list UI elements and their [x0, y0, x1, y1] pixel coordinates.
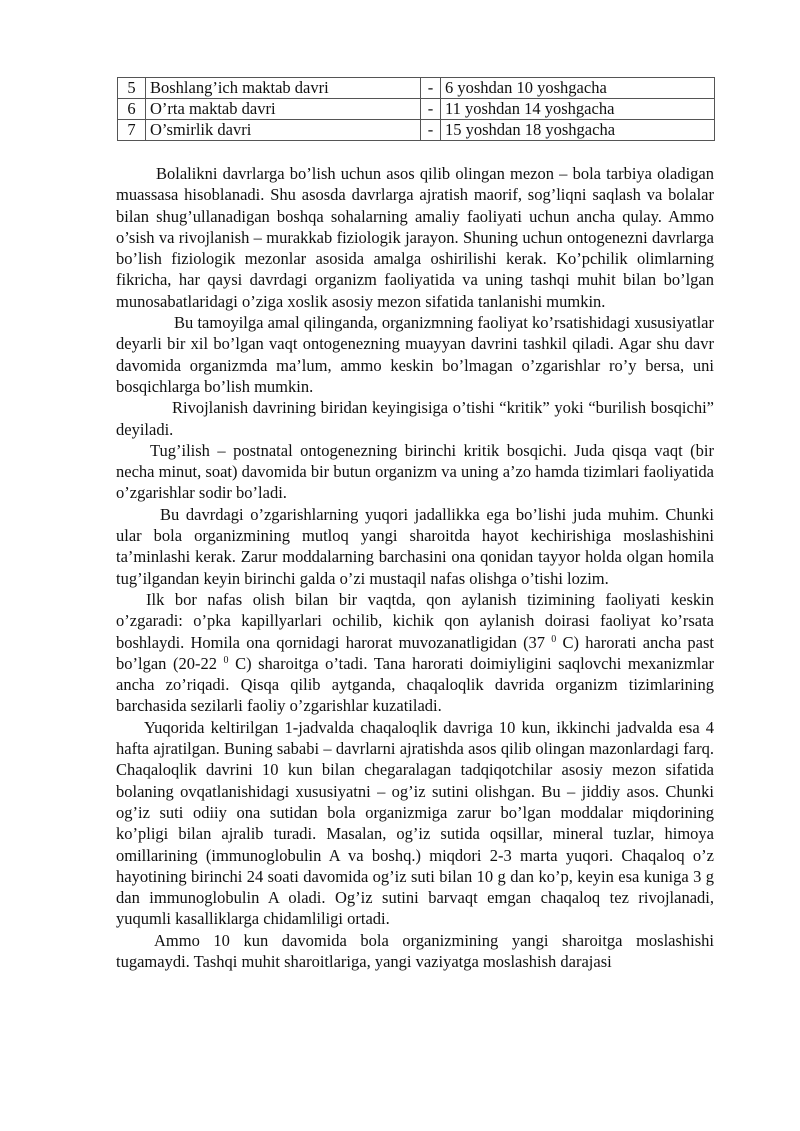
- row-number: 7: [118, 120, 146, 141]
- age-range: 15 yoshdan 18 yoshgacha: [441, 120, 715, 141]
- paragraph-6-part-c: C) sharoitga o’tadi. Tana harorati doimiyligini saqlovchi mexanizmlar ancha zo’riqadi. Qisqa qilib aytganda, chaqaloqlik davrida organizm tizimlarining barchasida sezilarli faoliy o’zgarishlar kuzatiladi.: [116, 653, 715, 716]
- body-text: [116, 163, 714, 972]
- paragraph-4: Tug’ilish – postnatal ontogenezning birinchi kritik bosqichi. Juda qisqa vaqt (bir necha minut, soat) davomida bir butun organizm va uning a’zo hamda tizimlari faoliyatida o’zgarishlar sodir bo’ladi.: [116, 440, 714, 503]
- period-name: Boshlang’ich maktab davri: [146, 78, 421, 99]
- dash-cell: -: [421, 99, 441, 120]
- paragraph-3: Rivojlanish davrining biridan keyingisiga o’tishi “kritik” yoki “burilish bosqichi” deyiladi.: [116, 398, 714, 439]
- paragraph-6-part-a: Ilk bor nafas olish bilan bir vaqtda, qon aylanish tizimining faoliyati keskin o’zgaradi: o’pka kapillyarlari ochilib, kichik qon aylanish doirasi faoliyat ko’rsata boshlaydi. Homila ona qornidagi harorat muvozanatligidan (37: [116, 589, 714, 652]
- age-range: 11 yoshdan 14 yoshgacha: [441, 99, 715, 120]
- age-periods-table: [117, 77, 715, 141]
- paragraph-8: Ammo 10 kun davomida bola organizmining yangi sharoitga moslashishi tugamaydi. Tashqi muhit sharoitlariga, yangi vaziyatga moslashish darajasi: [116, 930, 714, 971]
- table-row: [118, 120, 715, 141]
- row-number: 5: [118, 78, 146, 99]
- row-number: 6: [118, 99, 146, 120]
- paragraph-7: Yuqorida keltirilgan 1-jadvalda chaqaloqlik davriga 10 kun, ikkinchi jadvalda esa 4 hafta ajratilgan. Buning sababi – davrlarni ajratishda asos qilib olingan mazonlardagi farq. Chaqaloqlik davrini 10 kun bilan chegaralagan tadqiqotchilar asosiy mezon sifatida bolaning ovqatlanishidagi xususiyatni – og’iz sutini olishgan. Bu – jiddiy asos. Chunki og’iz suti odiiy ona sutidan bola organizmiga zarur bo’lgan moddalar miqdorining ko’pligi bilan ajralib turadi. Masalan, og’iz sutida oqsillar, mineral tuzlar, himoya omillarining (immunoglobulin A va boshq.) miqdori 2-3 marta yuqori. Chaqaloq o’z hayotining birinchi 24 soati davomida og’iz suti bilan 10 g dan ko’p, keyin esa kuniga 3 g dan immunoglobulin A oladi. Og’iz sutini barvaqt emgan chaqaloq tez rivojlanadi, yuqumli kasalliklarga chidamliligi ortadi.: [116, 717, 714, 929]
- period-name: O’smirlik davri: [146, 120, 421, 141]
- dash-cell: -: [421, 120, 441, 141]
- paragraph-1: Bolalikni davrlarga bo’lish uchun asos qilib olingan mezon – bola tarbiya oladigan muassasa hisoblanadi. Shu asosda davrlarga ajratish maorif, sog’liqni saqlash va bolalar bilan shug’ullanadigan boshqa sohalarning amaliy faoliyati uchun ancha qulay. Ammo o’sish va rivojlanish – murakkab fiziologik jarayon. Shuning uchun ontogenezni davrlarga bo’lish fiziologik mezonlar asosida amalga oshirilishi kerak. Ko’pchilik olimlarning fikricha, har qaysi davrdagi organizm faoliyatida va uning tashqi muhit bilan bo’lgan munosabatlaridagi o’ziga xoslik asosiy mezon sifatida tanlanishi mumkin.: [116, 164, 714, 311]
- degree-superscript: 0: [223, 654, 229, 666]
- period-name: O’rta maktab davri: [146, 99, 421, 120]
- degree-superscript: 0: [551, 633, 557, 645]
- table-row: [118, 78, 715, 99]
- paragraph-5: Bu davrdagi o’zgarishlarning yuqori jadallikka ega bo’lishi juda muhim. Chunki ular bola organizmining mutloq yangi sharoitda hayot kechirishiga moslashishini ta’minlashi kerak. Zarur moddalarning barchasini ona qonidan tayyor holda olgan homila tug’ilgandan keyin birinchi galda o’zi mustaqil nafas olishga o’tishi lozim.: [116, 504, 714, 588]
- paragraph-6-part-b: C) harorati ancha past bo’lgan (20-22: [116, 632, 714, 673]
- age-range: 6 yoshdan 10 yoshgacha: [441, 78, 715, 99]
- table-row: [118, 99, 715, 120]
- dash-cell: -: [421, 78, 441, 99]
- paragraph-2: Bu tamoyilga amal qilinganda, organizmning faoliyat ko’rsatishidagi xususiyatlar deyarli bir xil bo’lgan vaqt ontogenezning muayyan davrini tashkil qiladi. Agar shu davr davomida organizmda ma’lum, ammo keskin bo’lmagan o’zgarishlar ro’y bersa, uni bosqichlarga bo’lish mumkin.: [116, 313, 714, 396]
- paragraph-6: [116, 589, 714, 717]
